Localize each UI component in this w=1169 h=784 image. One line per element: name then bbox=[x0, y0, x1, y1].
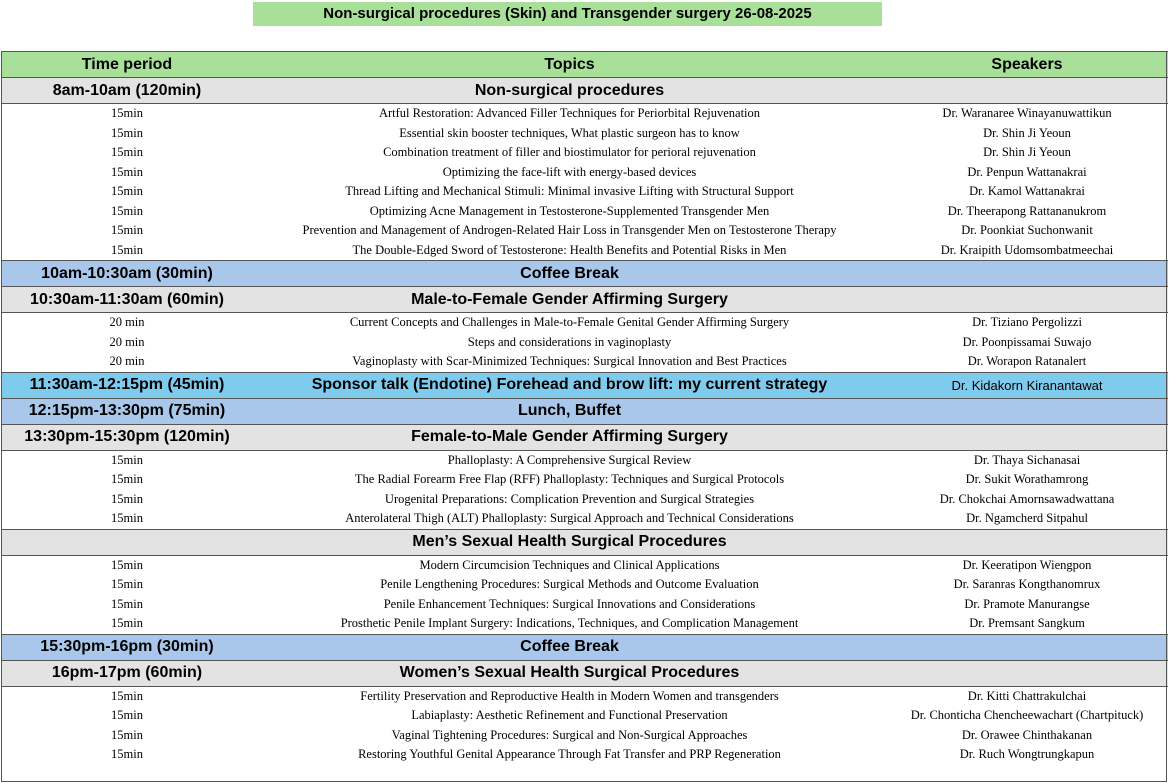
row-duration: 15min bbox=[111, 511, 143, 526]
row-speaker: Dr. Saranras Kongthanomrux bbox=[953, 577, 1101, 592]
row-speaker: Dr. Poonpissamai Suwajo bbox=[962, 334, 1092, 349]
row-duration: 15min bbox=[111, 616, 143, 631]
table-row bbox=[1, 706, 1168, 726]
table-header-row bbox=[1, 52, 1168, 78]
row-speaker: Dr. Shin Ji Yeoun bbox=[983, 145, 1071, 160]
section-topic: Male-to-Female Gender Affirming Surgery bbox=[253, 287, 886, 313]
row-topic: Anterolateral Thigh (ALT) Phalloplasty: Surgical Approach and Technical Considerations bbox=[345, 511, 794, 526]
section-speaker bbox=[886, 398, 1168, 424]
row-speaker: Dr. Kitti Chattrakulchai bbox=[967, 688, 1087, 703]
row-topic: Modern Circumcision Techniques and Clinical Applications bbox=[419, 557, 720, 572]
table-row bbox=[1, 124, 1168, 144]
row-topic: Vaginoplasty with Scar-Minimized Techniques: Surgical Innovation and Best Practices bbox=[352, 354, 787, 369]
section-row bbox=[1, 424, 1168, 450]
section-topic: Coffee Break bbox=[253, 261, 886, 287]
row-speaker: Dr. Ruch Wongtrungkapun bbox=[959, 747, 1095, 762]
schedule-table bbox=[1, 51, 1168, 765]
row-topic: Restoring Youthful Genital Appearance Through Fat Transfer and PRP Regeneration bbox=[358, 747, 781, 762]
row-duration: 15min bbox=[111, 145, 143, 160]
table-row bbox=[1, 182, 1168, 202]
row-topic: Penile Enhancement Techniques: Surgical Innovations and Considerations bbox=[383, 596, 756, 611]
row-topic: Steps and considerations in vaginoplasty bbox=[467, 334, 672, 349]
section-time: 10:30am-11:30am (60min) bbox=[1, 287, 253, 313]
table-row bbox=[1, 555, 1168, 575]
row-duration: 15min bbox=[111, 125, 143, 140]
section-time: 8am-10am (120min) bbox=[1, 78, 253, 104]
section-topic: Female-to-Male Gender Affirming Surgery bbox=[253, 424, 886, 450]
row-duration: 15min bbox=[111, 747, 143, 762]
row-duration: 20 min bbox=[109, 315, 145, 330]
table-row bbox=[1, 143, 1168, 163]
row-topic: Fertility Preservation and Reproductive Health in Modern Women and transgenders bbox=[360, 688, 779, 703]
row-duration: 15min bbox=[111, 577, 143, 592]
row-duration: 15min bbox=[111, 557, 143, 572]
row-speaker: Dr. Ngamcherd Sitpahul bbox=[966, 511, 1088, 526]
row-topic: Prevention and Management of Androgen-Related Hair Loss in Transgender Men on Testosterone Therapy bbox=[302, 223, 837, 238]
section-speaker bbox=[886, 424, 1168, 450]
row-topic: Optimizing the face-lift with energy-based devices bbox=[442, 164, 697, 179]
row-duration: 15min bbox=[111, 184, 143, 199]
section-topic: Coffee Break bbox=[253, 634, 886, 660]
row-duration: 20 min bbox=[109, 334, 145, 349]
table-row bbox=[1, 104, 1168, 124]
row-duration: 15min bbox=[111, 727, 143, 742]
row-speaker: Dr. Theerapong Rattananukrom bbox=[947, 203, 1107, 218]
row-duration: 15min bbox=[111, 242, 143, 257]
row-topic: Penile Lengthening Procedures: Surgical Methods and Outcome Evaluation bbox=[380, 577, 759, 592]
row-speaker: Dr. Premsant Sangkum bbox=[969, 616, 1085, 631]
row-speaker: Dr. Poonkiat Suchonwanit bbox=[961, 223, 1093, 238]
row-topic: Current Concepts and Challenges in Male-to-Female Genital Gender Affirming Surgery bbox=[349, 315, 790, 330]
table-row bbox=[1, 745, 1168, 765]
section-speaker bbox=[886, 660, 1168, 686]
section-time bbox=[1, 529, 253, 555]
row-topic: The Double-Edged Sword of Testosterone: Health Benefits and Potential Risks in Men bbox=[352, 242, 787, 257]
section-speaker bbox=[886, 261, 1168, 287]
section-row bbox=[1, 529, 1168, 555]
row-duration: 15min bbox=[111, 708, 143, 723]
row-speaker: Dr. Penpun Wattanakrai bbox=[967, 164, 1087, 179]
row-topic: The Radial Forearm Free Flap (RFF) Phalloplasty: Techniques and Surgical Protocols bbox=[354, 472, 785, 487]
table-row bbox=[1, 726, 1168, 746]
row-topic: Phalloplasty: A Comprehensive Surgical Review bbox=[447, 452, 692, 467]
section-topic: Women’s Sexual Health Surgical Procedures bbox=[253, 660, 886, 686]
section-topic: Non-surgical procedures bbox=[253, 78, 886, 104]
row-duration: 15min bbox=[111, 106, 143, 121]
row-speaker: Dr. Chonticha Chencheewachart (Chartpituck) bbox=[910, 708, 1144, 723]
section-topic: Lunch, Buffet bbox=[253, 398, 886, 424]
row-topic: Combination treatment of filler and biostimulator for perioral rejuvenation bbox=[383, 145, 756, 160]
section-row bbox=[1, 398, 1168, 424]
row-speaker: Dr. Pramote Manurangse bbox=[964, 596, 1090, 611]
row-duration: 15min bbox=[111, 596, 143, 611]
row-topic: Urogenital Preparations: Complication Prevention and Surgical Strategies bbox=[384, 491, 755, 506]
row-speaker: Dr. Worapon Ratanalert bbox=[967, 354, 1087, 369]
row-duration: 20 min bbox=[109, 354, 145, 369]
section-speaker bbox=[886, 78, 1168, 104]
row-duration: 15min bbox=[111, 491, 143, 506]
row-speaker: Dr. Kraipith Udomsombatmeechai bbox=[940, 242, 1114, 257]
row-speaker: Dr. Keeratipon Wiengpon bbox=[962, 557, 1092, 572]
section-speaker bbox=[886, 634, 1168, 660]
row-topic: Optimizing Acne Management in Testosterone-Supplemented Transgender Men bbox=[369, 203, 770, 218]
section-topic: Sponsor talk (Endotine) Forehead and brow lift: my current strategy bbox=[253, 372, 886, 398]
section-row bbox=[1, 634, 1168, 660]
row-duration: 15min bbox=[111, 452, 143, 467]
table-row bbox=[1, 595, 1168, 615]
table-row bbox=[1, 450, 1168, 470]
row-duration: 15min bbox=[111, 203, 143, 218]
section-row bbox=[1, 372, 1168, 398]
row-speaker: Dr. Thaya Sichanasai bbox=[973, 452, 1081, 467]
table-row bbox=[1, 163, 1168, 183]
section-speaker bbox=[886, 529, 1168, 555]
table-row bbox=[1, 221, 1168, 241]
header-time-period: Time period bbox=[1, 52, 253, 78]
row-duration: 15min bbox=[111, 472, 143, 487]
table-row bbox=[1, 333, 1168, 353]
header-speakers: Speakers bbox=[886, 52, 1168, 78]
section-row bbox=[1, 78, 1168, 104]
section-row bbox=[1, 660, 1168, 686]
section-time: 13:30pm-15:30pm (120min) bbox=[1, 424, 253, 450]
header-topics: Topics bbox=[253, 52, 886, 78]
row-speaker: Dr. Waranaree Winayanuwattikun bbox=[942, 106, 1112, 121]
row-speaker: Dr. Shin Ji Yeoun bbox=[983, 125, 1071, 140]
table-row bbox=[1, 352, 1168, 372]
row-topic: Labiaplasty: Aesthetic Refinement and Functional Preservation bbox=[411, 708, 728, 723]
table-row bbox=[1, 686, 1168, 706]
row-speaker: Dr. Chokchai Amornsawadwattana bbox=[939, 491, 1115, 506]
table-row bbox=[1, 202, 1168, 222]
row-duration: 15min bbox=[111, 164, 143, 179]
row-speaker: Dr. Tiziano Pergolizzi bbox=[972, 315, 1082, 330]
row-topic: Vaginal Tightening Procedures: Surgical and Non-Surgical Approaches bbox=[391, 727, 748, 742]
row-speaker: Dr. Kamol Wattanakrai bbox=[969, 184, 1085, 199]
section-topic: Men’s Sexual Health Surgical Procedures bbox=[253, 529, 886, 555]
row-duration: 15min bbox=[111, 688, 143, 703]
table-row bbox=[1, 509, 1168, 529]
table-row bbox=[1, 241, 1168, 261]
section-speaker bbox=[886, 287, 1168, 313]
section-row bbox=[1, 287, 1168, 313]
section-row bbox=[1, 261, 1168, 287]
table-row bbox=[1, 313, 1168, 333]
row-speaker: Dr. Sukit Worathamrong bbox=[965, 472, 1089, 487]
table-row bbox=[1, 575, 1168, 595]
table-row bbox=[1, 470, 1168, 490]
row-topic: Thread Lifting and Mechanical Stimuli: Minimal invasive Lifting with Structural Support bbox=[345, 184, 794, 199]
section-time: 10am-10:30am (30min) bbox=[1, 261, 253, 287]
row-topic: Essential skin booster techniques, What plastic surgeon has to know bbox=[399, 125, 740, 140]
table-row bbox=[1, 490, 1168, 510]
row-speaker: Dr. Orawee Chinthakanan bbox=[961, 727, 1093, 742]
row-topic: Artful Restoration: Advanced Filler Techniques for Periorbital Rejuvenation bbox=[378, 106, 761, 121]
section-time: 15:30pm-16pm (30min) bbox=[1, 634, 253, 660]
row-duration: 15min bbox=[111, 223, 143, 238]
table-row bbox=[1, 614, 1168, 634]
section-time: 16pm-17pm (60min) bbox=[1, 660, 253, 686]
section-time: 11:30am-12:15pm (45min) bbox=[1, 372, 253, 398]
page-title: Non-surgical procedures (Skin) and Transgender surgery 26-08-2025 bbox=[253, 2, 882, 26]
row-topic: Prosthetic Penile Implant Surgery: Indications, Techniques, and Complication Management bbox=[340, 616, 799, 631]
section-speaker: Dr. Kidakorn Kiranantawat bbox=[886, 372, 1168, 398]
section-time: 12:15pm-13:30pm (75min) bbox=[1, 398, 253, 424]
